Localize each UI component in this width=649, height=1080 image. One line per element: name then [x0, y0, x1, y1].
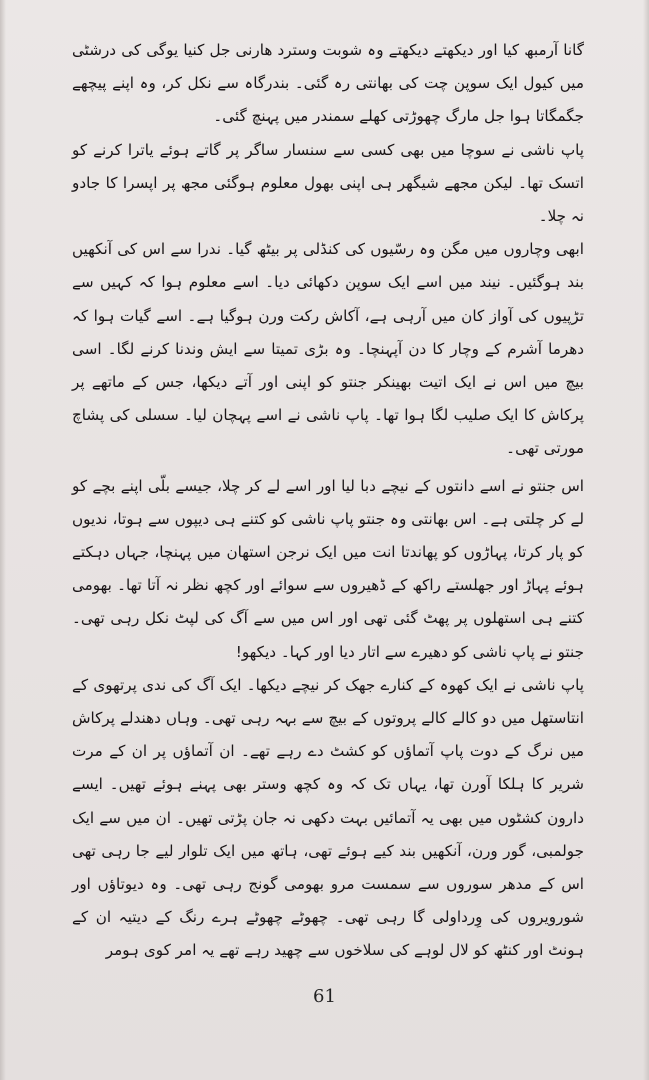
page-edge-shadow-left	[0, 0, 6, 1080]
paragraph-3: ابھی وچاروں میں مگن وہ رسّیوں کی کنڈلی پر بیٹھ گیا۔ ندرا سے اس کی آنکھیں بند ہوگئیں۔ نیند میں اسے ایک سوپن دکھائی دیا۔ اسے معلوم ہوا کہ کہیں سے تڑپیوں کی آواز کان میں آرہی ہے، آکاش رکت ورن ہوگیا ہے۔ اسے گیات ہوا کہ دھرما آشرم کے وچار کا دن آپہنچا۔ وہ بڑی تمیتا سے ایش وندنا کرنے لگا۔ اسی بیچ میں اس نے ایک اتیت بھینکر جنتو کو اپنی اور آتے دیکھا، جس کے ماتھے پر پرکاش کا ایک صلیب لگا ہوا تھا۔ پاپ ناشی نے اسے پہچان لیا۔ سسلی کی پشاچ مورتی تھی۔	[72, 240, 584, 458]
paragraph-1: گانا آرمبھ کیا اور دیکھتے دیکھتے وہ شوبت وسترد ھارنی جل کنیا یوگی کی درشٹی میں کیول ایک سوپن چت کی بھانتی رہ گئی۔ بندرگاہ سے نکل کر، وہ اپنے پیچھے جگمگاتا ہوا جل مارگ چھوڑتی کھلے سمندر میں پہنچ گئی۔	[72, 41, 584, 126]
body-text	[72, 34, 584, 968]
page-number: 61	[313, 986, 336, 1007]
page-edge-shadow-right	[643, 0, 649, 1080]
paragraph-5: پاپ ناشی نے ایک کھوہ کے کنارے جھک کر نیچے دیکھا۔ ایک آگ کی ندی پرتھوی کے انتاستھل میں دو کالے کالے پروتوں کے بیچ سے بہہ رہی تھی۔ وہاں دھندلے پرکاش میں نرگ کے دوت پاپ آتماؤں کو کشٹ دے رہے تھے۔ ان آتماؤں پر ان کے مرت شریر کا ہلکا آورن تھا، یہاں تک کہ وہ کچھ وستر بھی پہنے ہوئے تھیں۔ ایسے دارون کشٹوں میں بھی یہ آتمائیں بہت دکھی نہ جان پڑتی تھیں۔ ان میں سے ایک جولمبی، گور ورن، آنکھیں بند کیے ہوئے تھی، ہاتھ میں ایک تلوار لیے جا رہی تھی اس کے مدھر سوروں سے سمست مرو بھومی گونج رہی تھی۔ وہ دیوتاؤں اور شورویروں کی وِرداولی گا رہی تھی۔ چھوٹے چھوٹے ہرے رنگ کے دیتیہ ان کے ہونٹ اور کنٹھ کو لال لوہے کی سلاخوں سے چھید رہے تھے یہ امر کوی ہومر	[72, 675, 584, 960]
paragraph-2: پاپ ناشی نے سوچا میں بھی کسی سے سنسار ساگر پر گاتے ہوئے یاترا کرنے کو اتسک تھا۔ لیکن مجھے شیگھر ہی اپنی بھول معلوم ہوگئی مجھ پر اپسرا کا جادو نہ چلا۔	[72, 140, 584, 226]
paragraph-4: اس جنتو نے اسے دانتوں کے نیچے دبا لیا اور اسے لے کر چلا، جیسے بلّی اپنے بچے کو لے کر چلتی ہے۔ اس بھانتی وہ جنتو پاپ ناشی کو کتنے ہی دیپوں سے ہوتا، ندیوں کو پار کرتا، پہاڑوں کو پھاندتا انت میں ایک نرجن استھان میں پہنچا، جہاں دہکتے ہوئے پہاڑ اور جھلستے راکھ کے ڈھیروں سے سوائے اور کچھ نظر نہ آتا تھا۔ بھومی کتنے ہی استھلوں پر پھٹ گئی تھی اور اس میں سے آگ کی لپٹ نکل رہی تھی۔ جنتو نے پاپ ناشی کو دھیرے سے اتار دیا اور کہا۔ دیکھو!	[72, 476, 584, 661]
